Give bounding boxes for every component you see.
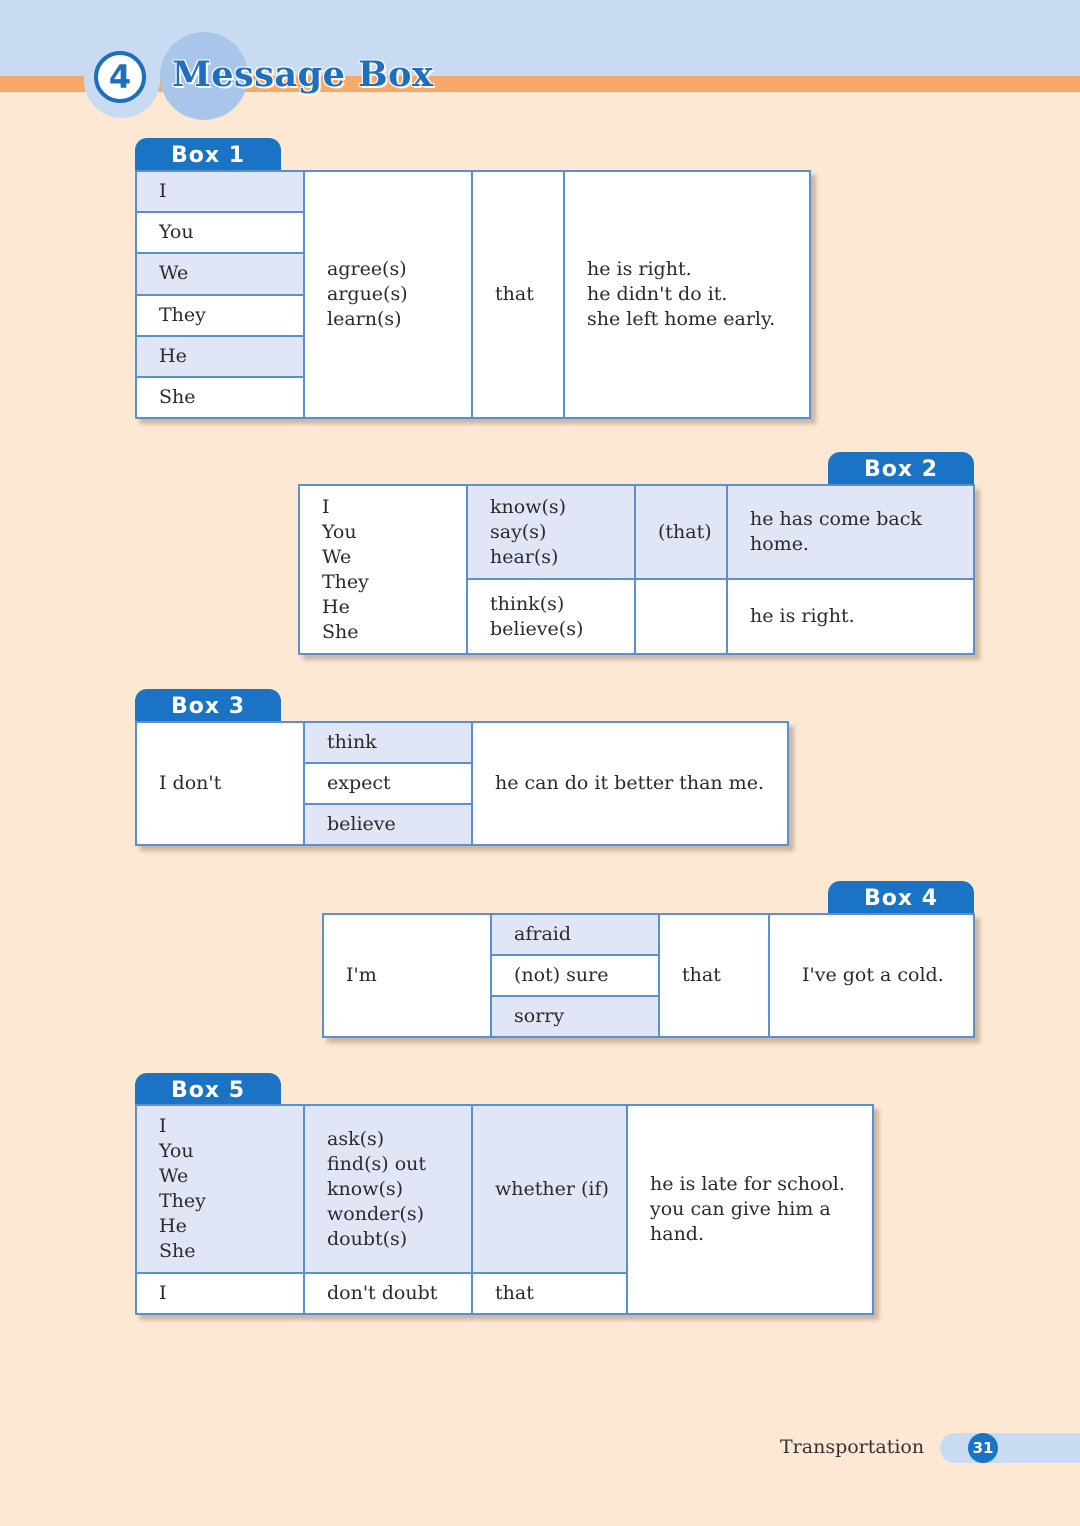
box3-subject: I don't xyxy=(137,723,305,846)
box5-subjects: I You We They He She xyxy=(137,1106,305,1274)
box2-verbs-group2: think(s) believe(s) xyxy=(468,580,636,655)
section-number: 4 xyxy=(94,51,146,103)
box2-verbs-group1: know(s) say(s) hear(s) xyxy=(468,486,636,580)
box1-tab: Box 1 xyxy=(135,138,281,172)
box5-tab: Box 5 xyxy=(135,1073,281,1107)
box5-subject2: I xyxy=(137,1274,305,1315)
box4-tab: Box 4 xyxy=(828,881,974,915)
box4-connector: that xyxy=(660,915,770,1038)
box1-subject: She xyxy=(137,378,305,419)
box4-table xyxy=(322,913,975,1038)
box4-subject: I'm xyxy=(324,915,492,1038)
box3-verb: expect xyxy=(305,764,473,805)
box1-subject: We xyxy=(137,254,305,295)
box4-adjective: afraid xyxy=(492,915,660,956)
unit-title: Transportation xyxy=(780,1436,925,1458)
box1-table xyxy=(135,170,811,419)
box5-verb2: don't doubt xyxy=(305,1274,473,1315)
box3-tab: Box 3 xyxy=(135,689,281,723)
box1-subject: He xyxy=(137,337,305,378)
box3-verb: think xyxy=(305,723,473,764)
box2-clause2: he is right. xyxy=(728,580,975,655)
page-number: 31 xyxy=(968,1433,998,1463)
box3-clause: he can do it better than me. xyxy=(473,723,789,846)
box5-connector1: whether (if) xyxy=(473,1106,628,1274)
box1-subject: They xyxy=(137,296,305,337)
box5-verbs: ask(s) find(s) out know(s) wonder(s) doubt(s) xyxy=(305,1106,473,1274)
box1-subject: I xyxy=(137,172,305,213)
box2-connector: (that) xyxy=(636,486,728,580)
box5-table xyxy=(135,1104,874,1315)
footer-decoration xyxy=(940,1433,1080,1463)
box2-clause1: he has come back home. xyxy=(728,486,975,580)
box5-connector2: that xyxy=(473,1274,628,1315)
box5-clauses: he is late for school. you can give him a hand. xyxy=(628,1106,874,1315)
box2-connector-empty xyxy=(636,580,728,655)
box2-tab: Box 2 xyxy=(828,452,974,486)
box4-adjective: (not) sure xyxy=(492,956,660,997)
box1-clauses: he is right. he didn't do it. she left home early. xyxy=(565,172,811,419)
box2-subjects: I You We They He She xyxy=(300,486,468,655)
box1-verbs: agree(s) argue(s) learn(s) xyxy=(305,172,473,419)
box1-connector: that xyxy=(473,172,565,419)
box3-table xyxy=(135,721,789,846)
box2-table xyxy=(298,484,975,655)
box3-verb: believe xyxy=(305,805,473,846)
page-title: Message Box xyxy=(172,54,434,95)
box4-adjective: sorry xyxy=(492,997,660,1038)
box4-clause: I've got a cold. xyxy=(770,915,975,1038)
box1-subject: You xyxy=(137,213,305,254)
